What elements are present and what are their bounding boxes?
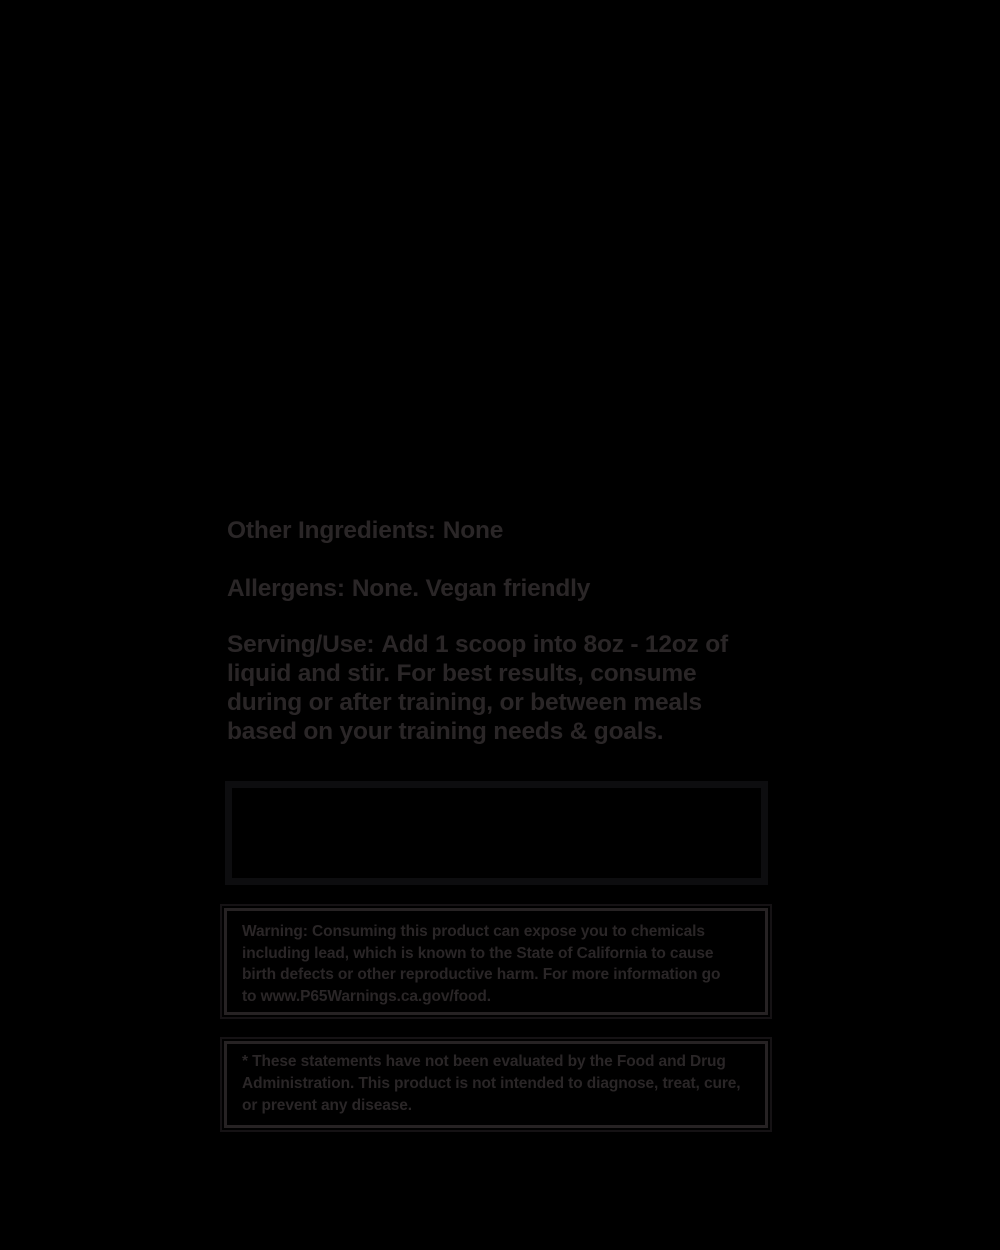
serving-use-line-2: liquid and stir. For best results, consume [227,660,697,687]
warning-line-1: Warning: Consuming this product can expose you to chemicals [242,923,705,940]
serving-use-line-1-rest: Add 1 scoop into 8oz - 12oz of [381,631,728,658]
serving-use-line-3: during or after training, or between meals [227,689,702,716]
serving-use-line-4: based on your training needs & goals. [227,718,664,745]
warning-line-4: to www.P65Warnings.ca.gov/food. [242,987,491,1005]
serving-use-line-1 [227,630,728,659]
other-ingredients-line [227,516,503,545]
allergens-line [227,574,590,603]
disclaimer-line-3: or prevent any disease. [242,1097,413,1114]
supplement-facts-box [225,781,768,885]
disclaimer-line-2: Administration. This product is not intended to diagnose, treat, cure, [242,1075,741,1092]
serving-use-paragraph [227,630,728,746]
warning-line-2: including lead, which is known to the State of California to cause [242,944,714,962]
other-ingredients-label: Other Ingredients: [227,517,436,544]
disclaimer-line-1: * These statements have not been evaluated by the Food and Drug [242,1053,726,1070]
prop65-warning-box [224,908,768,1015]
other-ingredients-value: None [442,517,504,544]
warning-line-3: birth defects or other reproductive harm. For more information go [242,966,721,984]
serving-use-label: Serving/Use: [227,631,375,658]
allergens-label: Allergens: [227,575,345,602]
allergens-value: None. Vegan friendly [351,575,591,602]
fda-disclaimer-box [224,1041,768,1128]
